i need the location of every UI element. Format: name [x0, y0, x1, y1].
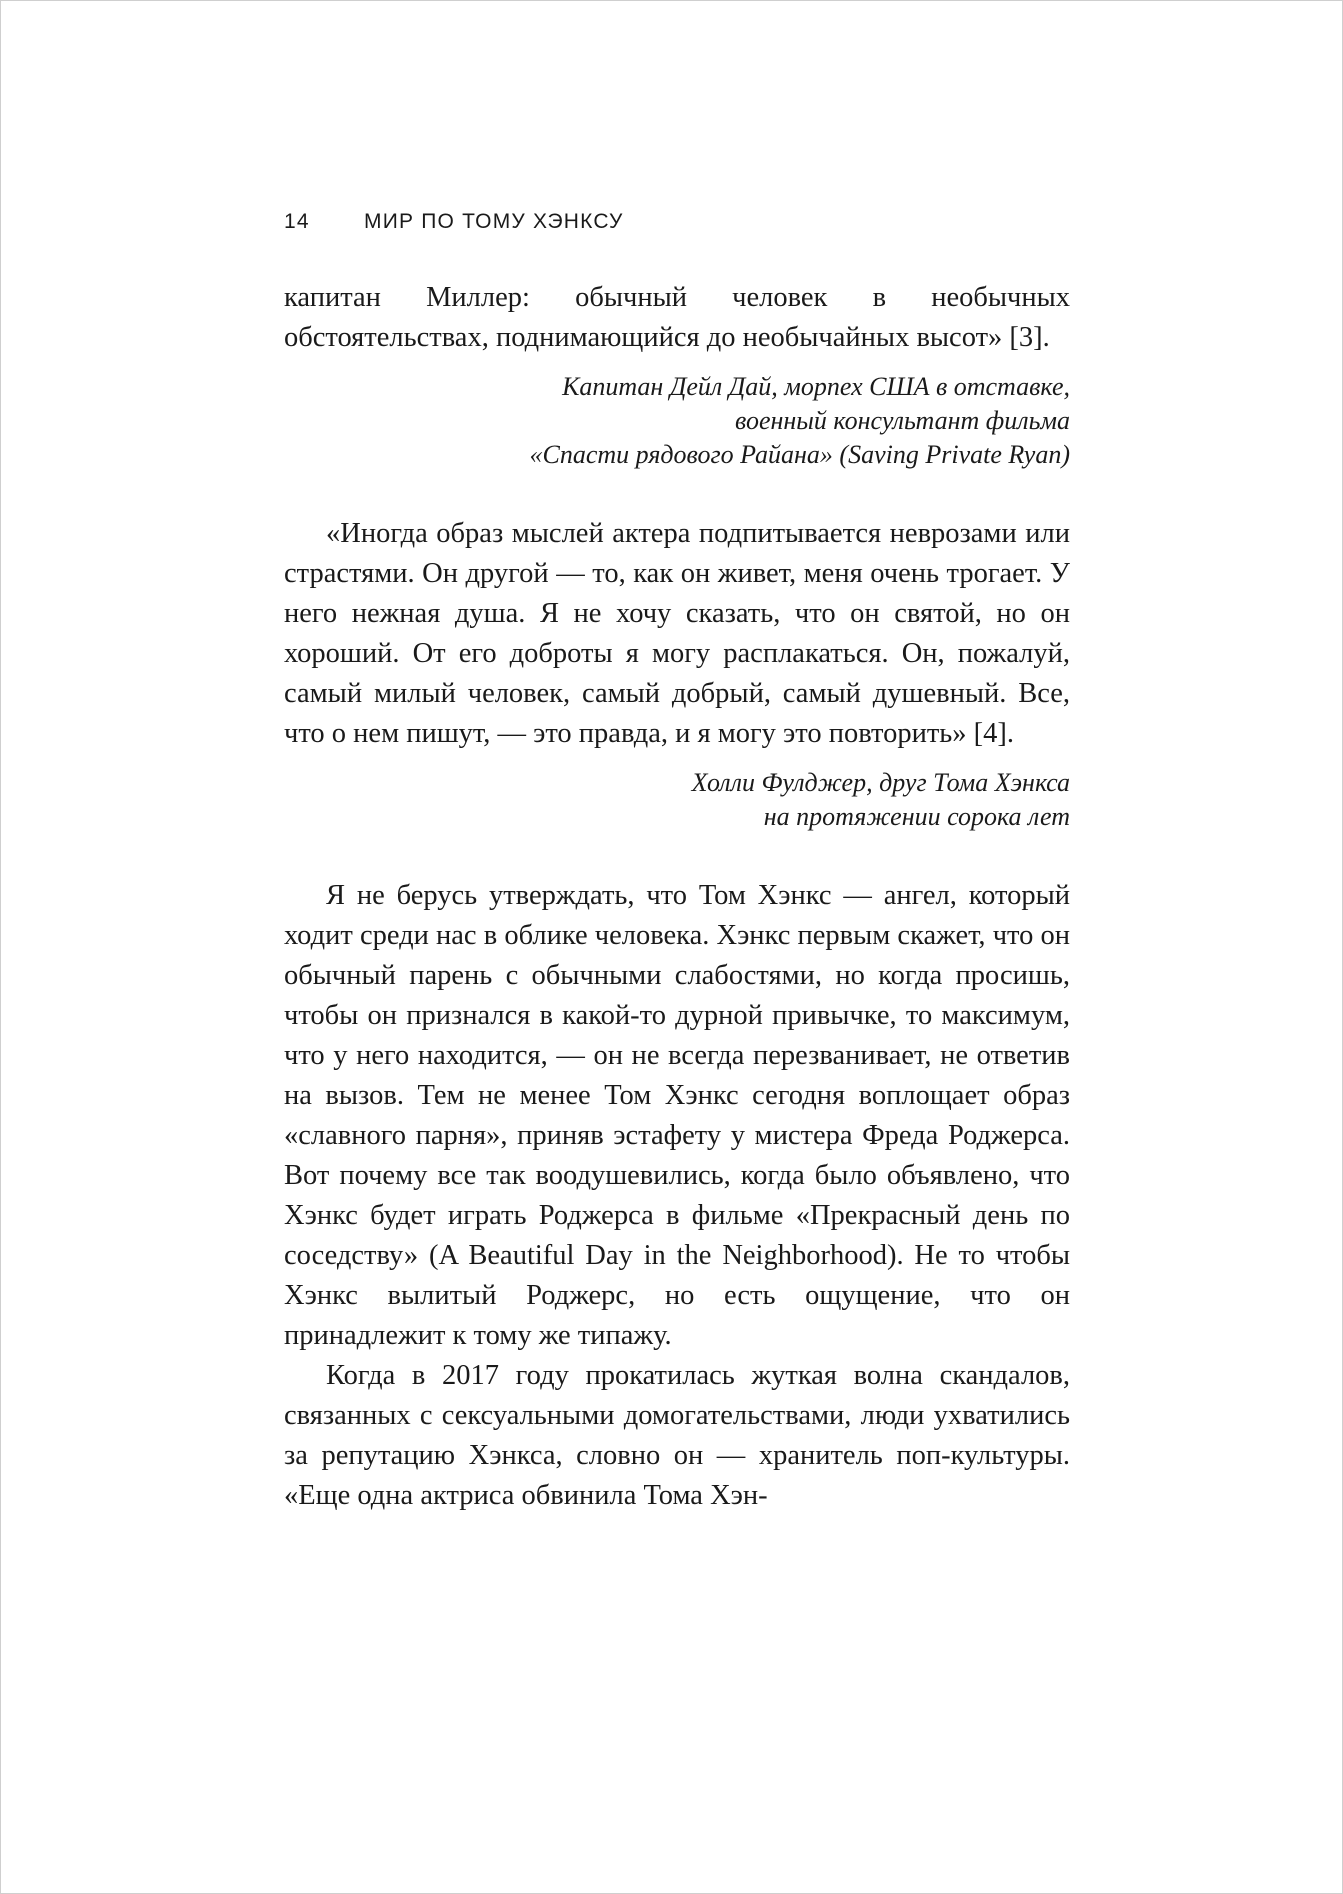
running-header [284, 210, 1074, 240]
attribution-2-line-2: на протяжении сорока лет [763, 802, 1070, 831]
body-paragraph-2: Когда в 2017 году прокатилась жуткая волна скандалов, связанных с сексуальными домогательствами, люди ухватились за репутацию Хэнкса, словно он — хранитель поп-культуры. «Еще одна актриса обвинила Тома Хэн- [284, 1360, 1070, 1511]
quote-2: «Иногда образ мыслей актера подпитывается неврозами или страстями. Он другой — то, как он живет, меня очень трогает. У него нежная душа. Я не хочу сказать, что он святой, но он хороший. От его доброты я могу расплакаться. Он, пожалуй, самый милый человек, самый добрый, самый душевный. Все, что о нем пишут, — это правда, и я могу это повторить» [4]. [284, 518, 1070, 749]
page-body [284, 278, 1070, 1516]
attribution-2-line-1: Холли Фулджер, друг Тома Хэнкса [691, 768, 1070, 797]
body-paragraph-1: Я не берусь утверждать, что Том Хэнкс — ангел, который ходит среди нас в облике человека. Хэнкс первым скажет, что он обычный парень с обычными слабостями, но когда просишь, чтобы он признался в какой-то дурной привычке, то максимум, что у него находится, — он не всегда перезванивает, не ответив на вызов. Тем не менее Том Хэнкс сегодня воплощает образ «славного парня», приняв эстафету у мистера Фреда Роджерса. Вот почему все так воодушевились, когда было объявлено, что Хэнкс будет играть Роджерса в фильме «Прекрасный день по соседству» (A Beautiful Day in the Neighborhood). Не то чтобы Хэнкс вылитый Роджерс, но есть ощущение, что он принадлежит к тому же типажу. [284, 880, 1070, 1351]
quote-attribution-2 [284, 766, 1070, 834]
quote-continuation: капитан Миллер: обычный человек в необычных обстоятельствах, поднимающийся до необычайных высот» [3]. [284, 282, 1070, 353]
quote-attribution-1 [284, 370, 1070, 472]
running-title: МИР ПО ТОМУ ХЭНКСУ [364, 210, 624, 233]
page-number: 14 [284, 210, 310, 233]
attribution-1-line-2: военный консультант фильма [735, 406, 1070, 435]
attribution-1-line-3: «Спасти рядового Райана» (Saving Private Ryan) [529, 440, 1070, 469]
attribution-1-line-1: Капитан Дейл Дай, морпех США в отставке, [562, 372, 1070, 401]
